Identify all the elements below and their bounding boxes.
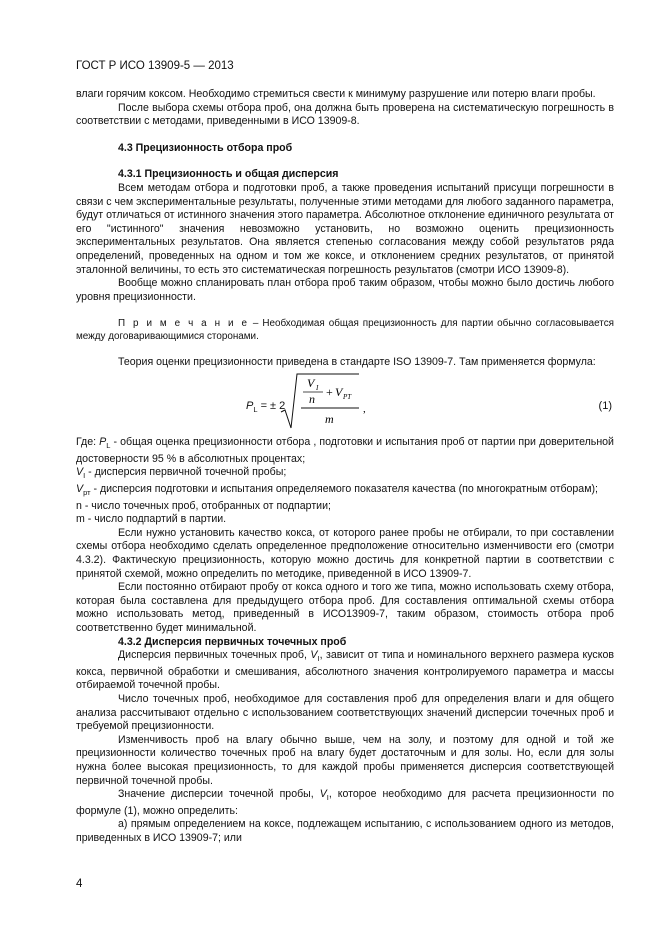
- formula-sqrt-fraction: [279, 372, 439, 432]
- definition: Где: $P_L$ - общая оценка прецизионности отбора , подготовки и испытания проб от партии при доверительной достоверности 95 % в абсолютных процентах;: [76, 435, 614, 465]
- note: [76, 317, 614, 343]
- paragraph: Теория оценки прецизионности приведена в стандарте ISO 13909-7. Там применяется формула:: [118, 356, 596, 369]
- document-body: [76, 88, 614, 846]
- formula-v1: V: [307, 375, 315, 390]
- note-label: П р и м е ч а н и е: [118, 318, 249, 330]
- paragraph: а) прямым определением на коксе, подлежащем испытанию, с использованием одного из методов, приведенных в ИСО 13909-7; или: [76, 818, 614, 845]
- definition: n - число точечных проб, отобранных от подпартии;: [76, 499, 331, 512]
- svg-text:+: +: [326, 384, 333, 399]
- formula-vpt: V: [335, 384, 343, 399]
- definition: $V_I$ - дисперсия первичной точечной пробы;: [76, 466, 287, 481]
- svg-text:PT: PT: [343, 392, 352, 401]
- page-number: 4: [76, 878, 83, 890]
- definition: m - число подпартий в партии.: [76, 513, 227, 526]
- paragraph: Дисперсия первичных точечных проб, $V_I$, зависит от типа и номинального верхнего размера кусков кокса, первичной обработки и смешивания, абсолютного значения контролируемого параметра и массы отбираемой точечной пробы.: [76, 649, 614, 692]
- paragraph: Изменчивость проб на влагу обычно выше, чем на золу, и поэтому для одной и той же прецизионности количество точечных проб на влагу будет достаточным и для золы. Но, если для золы нужна более высокая прецизионность, то для каждой пробы применяется дисперсия соответствующей первичной точечной пробы.: [76, 733, 614, 787]
- formula: [76, 372, 614, 432]
- section-heading: 4.3 Прецизионность отбора проб: [118, 141, 293, 154]
- formula-m: m: [325, 411, 334, 426]
- formula-lhs: $P_L$ = ± 2: [246, 399, 286, 415]
- paragraph: Всем методам отбора и подготовки проб, а также проведения испытаний присущи погрешности в связи с чем экспериментальные результаты, полученные этими методами для любого заданного параметра, будут отличаться от истинного значения этого параметра. Абсолютное отклонение единичного результата от его "истинного" значения невозможно установить, но возможно оценить прецизионность экспериментальных результатов. Она является степенью согласования между собой результатов ряда определений, проведенных на одном и том же коксе, и отклонением средних результатов, от принятой эталонной величины, то есть это систематическая погрешность результатов (смотри ИСО 13909-8).: [76, 181, 614, 276]
- paragraph: Число точечных проб, необходимое для составления проб для определения влаги и для общего анализа рассчитывают отдельно с использованием соответствующих значений дисперсии точечных проб и требуемой прецизионности.: [76, 693, 614, 733]
- paragraph: Вообще можно спланировать план отбора проб таким образом, чтобы можно было достичь любого уровня прецизионности.: [76, 277, 614, 303]
- note-text: – Необходимая общая прецизионность для партии обычно согласовывается между договаривающимися сторонами.: [76, 318, 614, 343]
- formula-number: (1): [598, 399, 612, 412]
- paragraph: Если нужно установить качество кокса, от которого ранее пробы не отбирали, то при составлении схемы отбора необходимо сделать определенное предположение относительно изменчивости его (смотри 4.3.2). Фактическую прецизионность, которую можно достичь для конкретной партии в соответствии с принятой схемой, можно определить по методике, приведенной в ИСО 13909-7.: [76, 526, 614, 580]
- definition: $V_{рт}$ - дисперсия подготовки и испытания определяемого показателя качества (по многократным отборам);: [76, 482, 598, 498]
- formula-n: n: [309, 391, 315, 406]
- paragraph: Значение дисперсии точечной пробы, $V_I$, которое необходимо для расчета прецизионности по формуле (1), можно определить:: [76, 788, 614, 817]
- paragraph: Если постоянно отбирают пробу от кокса одного и того же типа, можно использовать схему отбора, которая была составлена для предыдущего отбора проб. Для составления оптимальной схемы отбора можно использовать метод, приведенный в ИСО13909-7, таким образом, стоимость отбора проб соответственно будет минимальной.: [76, 581, 614, 634]
- svg-text:,: ,: [363, 402, 366, 415]
- document-header: ГОСТ Р ИСО 13909-5 — 2013: [76, 60, 234, 72]
- svg-text:I: I: [316, 383, 319, 392]
- subsection-heading: 4.3.1 Прецизионность и общая дисперсия: [118, 168, 339, 181]
- paragraph: После выбора схемы отбора проб, она должна быть проверена на систематическую погрешность в соответствии с методами, приведенными в ИСО 13909-8.: [76, 101, 614, 128]
- paragraph: влаги горячим коксом. Необходимо стремиться свести к минимуму разрушение или потерю влаги пробы.: [76, 88, 596, 100]
- subsection-heading: 4.3.2 Дисперсия первичных точечных проб: [118, 635, 347, 648]
